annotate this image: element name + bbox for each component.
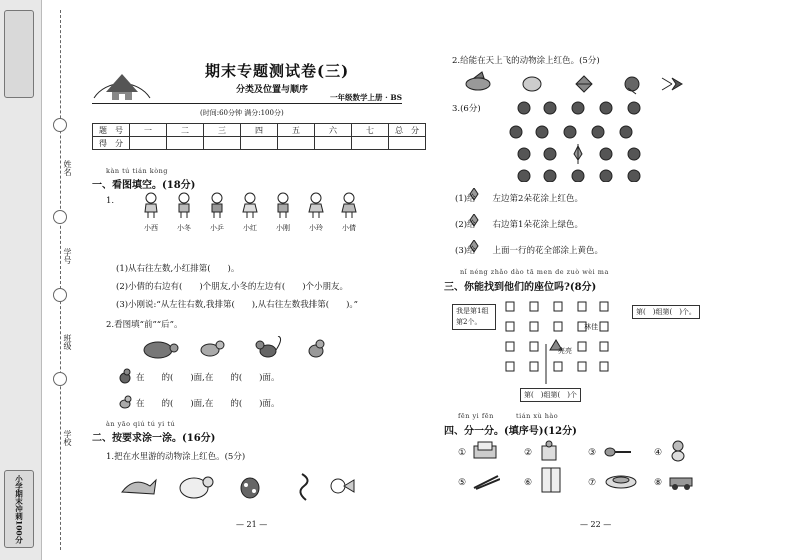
score-cell[interactable] (130, 137, 167, 150)
sticker-bottom: 第( )组第( )个 (520, 388, 581, 402)
label-lin: 林佳 (584, 323, 598, 331)
page-subtitle: 分类及位置与顺序 (236, 85, 309, 95)
binding-hole (53, 118, 67, 132)
sidebar-top-strip (4, 10, 34, 98)
item-number-2: ② (524, 448, 533, 458)
s2-q3-line-1: (1)给 左边第2朵花涂上红色。 (455, 194, 583, 204)
score-col-1: 一 (130, 124, 167, 137)
child-icon (175, 192, 193, 218)
kid-name: 小倩 (342, 224, 356, 232)
kid-name: 小刚 (276, 224, 290, 232)
kid-name: 小西 (144, 224, 158, 232)
kid-figure (206, 192, 228, 233)
section2-pinyin: àn yāo qiú tú yi tú (106, 420, 176, 428)
s2-q3-label: 3.(6分) (452, 104, 481, 114)
score-cell[interactable] (352, 137, 389, 150)
score-cell[interactable] (204, 137, 241, 150)
score-col-7: 七 (352, 124, 389, 137)
q1-line-2: (2)小倩的右边有( )个朋友,小冬的左边有( )个小朋友。 (116, 282, 349, 292)
section4-pinyin-a: fēn yi fēn (458, 412, 494, 420)
item-number-5: ⑤ (458, 478, 467, 488)
kid-name: 小乒 (210, 224, 224, 232)
section3-title: 三、你能找到他们的座位吗?(8分) (444, 282, 597, 293)
score-col-3: 三 (204, 124, 241, 137)
flower-grid-illustration (508, 100, 648, 182)
sidebar-logo-text: 小学期末冲刺100分 (14, 474, 24, 544)
item-number-7: ⑦ (588, 478, 597, 488)
score-col-6: 六 (315, 124, 352, 137)
s2-q3-line-2: (2)给 右边第1朵花涂上绿色。 (455, 220, 583, 230)
field-class-label: 班级 (63, 334, 72, 350)
binding-hole (53, 288, 67, 302)
plate-icon (604, 472, 638, 493)
score-cell[interactable] (389, 137, 426, 150)
item-number-6: ⑥ (524, 478, 533, 488)
header-badge (86, 52, 158, 102)
cabinet-icon (540, 440, 558, 465)
s2-q2-animals (460, 70, 690, 96)
score-table-score-row (93, 137, 426, 150)
chopsticks-icon (472, 474, 500, 493)
score-col-4: 四 (241, 124, 278, 137)
score-cell[interactable] (315, 137, 352, 150)
child-icon (142, 192, 160, 218)
seat-grid (500, 300, 610, 386)
seat-grid-illustration (500, 300, 610, 386)
q2-animals-illustration (140, 336, 330, 362)
score-col-5: 五 (278, 124, 315, 137)
sticker-right: 第( )组第( )个。 (632, 305, 700, 319)
binding-hole (53, 372, 67, 386)
house-badge-icon (86, 52, 158, 102)
score-table-header-row (93, 124, 426, 137)
toy-car-icon (668, 472, 694, 493)
left-page-number: — 21 — (236, 520, 268, 529)
kid-figure (338, 192, 360, 233)
child-icon (307, 192, 325, 218)
q1-line-1: (1)从右往左数,小红排第( )。 (116, 264, 240, 274)
grade-label: 一年级数学上册 · BS (330, 93, 403, 102)
binding-dash-line (60, 10, 61, 550)
s2-q1-animals (116, 468, 356, 504)
field-name-label: 姓名 (63, 160, 72, 176)
header-rule (92, 103, 402, 104)
time-info: (时间:60分钟 满分:100分) (200, 109, 284, 117)
s2-q1-text: 1.把在水里游的动物涂上红色。(5分) (106, 452, 246, 462)
child-icon (340, 192, 358, 218)
kids-row (140, 192, 360, 233)
score-cell[interactable] (167, 137, 204, 150)
score-table (92, 123, 426, 150)
s2-q3-line-3: (3)给 上面一行的花全部涂上黄色。 (455, 246, 604, 256)
bear-toy-icon (668, 440, 688, 465)
kid-name: 小玲 (309, 224, 323, 232)
score-col-2: 二 (167, 124, 204, 137)
score-col-total: 总 分 (389, 124, 426, 137)
kid-name: 小红 (243, 224, 257, 232)
sofa-icon (472, 440, 498, 465)
kid-figure (140, 192, 162, 233)
q2-title: 2.看图填“前”“后”。 (106, 320, 183, 330)
q1-line-3: (3)小刚说:“从左往右数,我排第( ),从右往左数我排第( )。” (116, 300, 359, 310)
binding-hole (53, 210, 67, 224)
field-id-label: 学号 (63, 248, 72, 264)
kid-name: 小冬 (177, 224, 191, 232)
score-cell[interactable] (241, 137, 278, 150)
section4-pinyin-b: tián xù hào (516, 412, 559, 420)
dog-icon (118, 394, 132, 410)
kid-figure (173, 192, 195, 233)
child-icon (274, 192, 292, 218)
item-number-8: ⑧ (654, 478, 663, 488)
section2-title: 二、按要求涂一涂。(16分) (92, 433, 216, 444)
spoon-icon (604, 446, 632, 461)
score-col-label: 题 号 (93, 124, 130, 137)
label-liang: 亮亮 (558, 347, 572, 355)
q2-line-a: 在 的( )面,在 的( )面。 (136, 373, 280, 383)
kid-figure (272, 192, 294, 233)
item-number-3: ③ (588, 448, 597, 458)
squirrel-icon (118, 368, 132, 384)
field-school-label: 学校 (63, 430, 72, 446)
child-icon (208, 192, 226, 218)
kid-figure (305, 192, 327, 233)
child-icon (241, 192, 259, 218)
section1-pinyin: kàn tú tián kòng (106, 167, 168, 175)
q1-number: 1. (106, 196, 115, 206)
q2-animal-row (140, 336, 330, 365)
page-title: 期末专题测试卷(三) (205, 62, 350, 80)
section3-pinyin: nǐ néng zhǎo dào tā men de zuò wèi ma (460, 268, 609, 276)
score-row-label: 得 分 (93, 137, 130, 150)
section4-title: 四、分一分。(填序号)(12分) (444, 426, 577, 437)
right-page-number: — 22 — (580, 520, 612, 529)
sidebar-logo-strip (4, 470, 34, 548)
flower-grid (508, 100, 648, 182)
kid-figure (239, 192, 261, 233)
s2-q2-text: 2.给能在天上飞的动物涂上红色。(5分) (452, 56, 600, 66)
section1-title: 一、看图填空。(18分) (92, 180, 196, 191)
flying-animals-illustration (460, 70, 690, 96)
score-cell[interactable] (278, 137, 315, 150)
speech-bubble: 我是第1组第2个。 (452, 304, 496, 330)
wardrobe-icon (540, 466, 562, 497)
q2-line-b: 在 的( )面,在 的( )面。 (136, 399, 280, 409)
item-number-4: ④ (654, 448, 663, 458)
item-number-1: ① (458, 448, 467, 458)
swimming-animals-illustration (116, 468, 356, 504)
